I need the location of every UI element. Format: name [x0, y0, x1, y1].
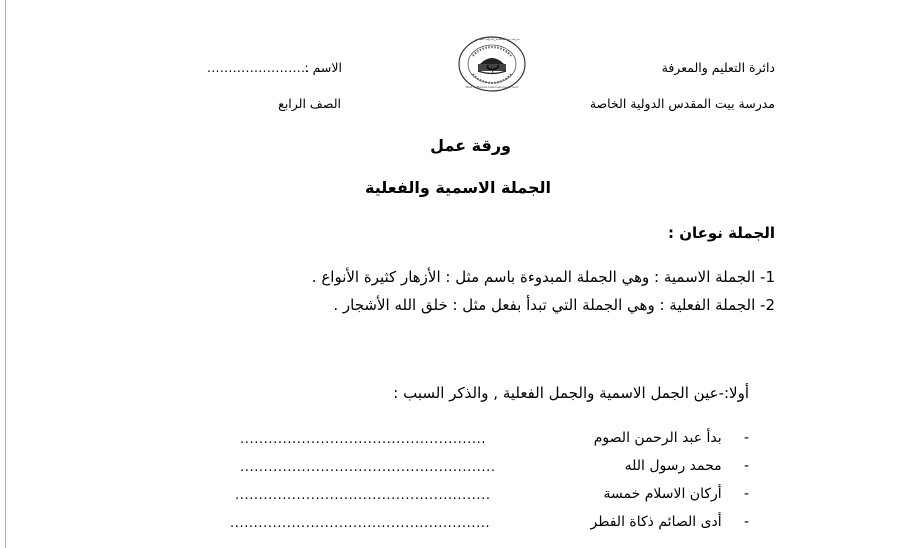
answer-dots-1: .................................................... — [240, 432, 487, 447]
item-text: أركان الاسلام خمسة — [603, 486, 722, 502]
answer-dots-4: ....................................................... — [230, 516, 491, 531]
type-item-1 — [312, 268, 775, 286]
exercise-item-4 — [591, 514, 749, 530]
page-left-rule — [5, 0, 6, 548]
answer-dots-2: ...................................................... — [240, 460, 496, 475]
item-text: أدى الصائم ذكاة الفطر — [590, 514, 722, 530]
item-text: محمد رسول الله — [624, 458, 722, 474]
exercise-item-1 — [594, 430, 749, 446]
type-text: الجملة الفعلية : وهي الجملة التي تبدأ بفعل مثل : خلق الله الأشجار . — [333, 296, 756, 314]
name-input-dots: ........................ — [207, 60, 310, 75]
grade-label: الصف الرابع — [278, 96, 341, 111]
department-name: دائرة التعليم والمعرفة — [661, 60, 775, 75]
logo-letter: ب — [486, 56, 501, 74]
type-item-2 — [333, 296, 775, 314]
type-text: الجملة الاسمية : وهي الجملة المبدوءة باسم مثل : الأزهار كثيرة الأنواع . — [311, 268, 756, 286]
logo-top-text: مدرسة بيت المقدس الدولية الخاصة — [475, 37, 520, 41]
exercise-item-2 — [625, 458, 749, 474]
item-bullet: - — [743, 430, 749, 446]
school-name: مدرسة بيت المقدس الدولية الخاصة — [589, 96, 775, 111]
item-bullet: - — [743, 458, 749, 474]
item-text: بدأ عبد الرحمن الصوم — [593, 430, 722, 446]
item-bullet: - — [743, 486, 749, 502]
answer-dots-3: ...................................................... — [235, 488, 491, 503]
exercise-item-3 — [604, 486, 749, 502]
intro-line: الجملة نوعان : — [667, 224, 775, 242]
worksheet-title: ورقة عمل — [430, 136, 511, 155]
exercise-heading: أولا:-عين الجمل الاسمية والجمل الفعلية , والذكر السبب : — [393, 384, 749, 402]
name-label: الاسم : — [304, 60, 342, 75]
type-number: 1- — [760, 268, 775, 286]
type-number: 2- — [760, 296, 775, 314]
worksheet-subtitle: الجملة الاسمية والفعلية — [365, 178, 551, 197]
logo-bottom-text: Bait Al Maqdis International School — [466, 85, 518, 89]
school-logo — [456, 34, 528, 94]
item-bullet: - — [743, 514, 749, 530]
